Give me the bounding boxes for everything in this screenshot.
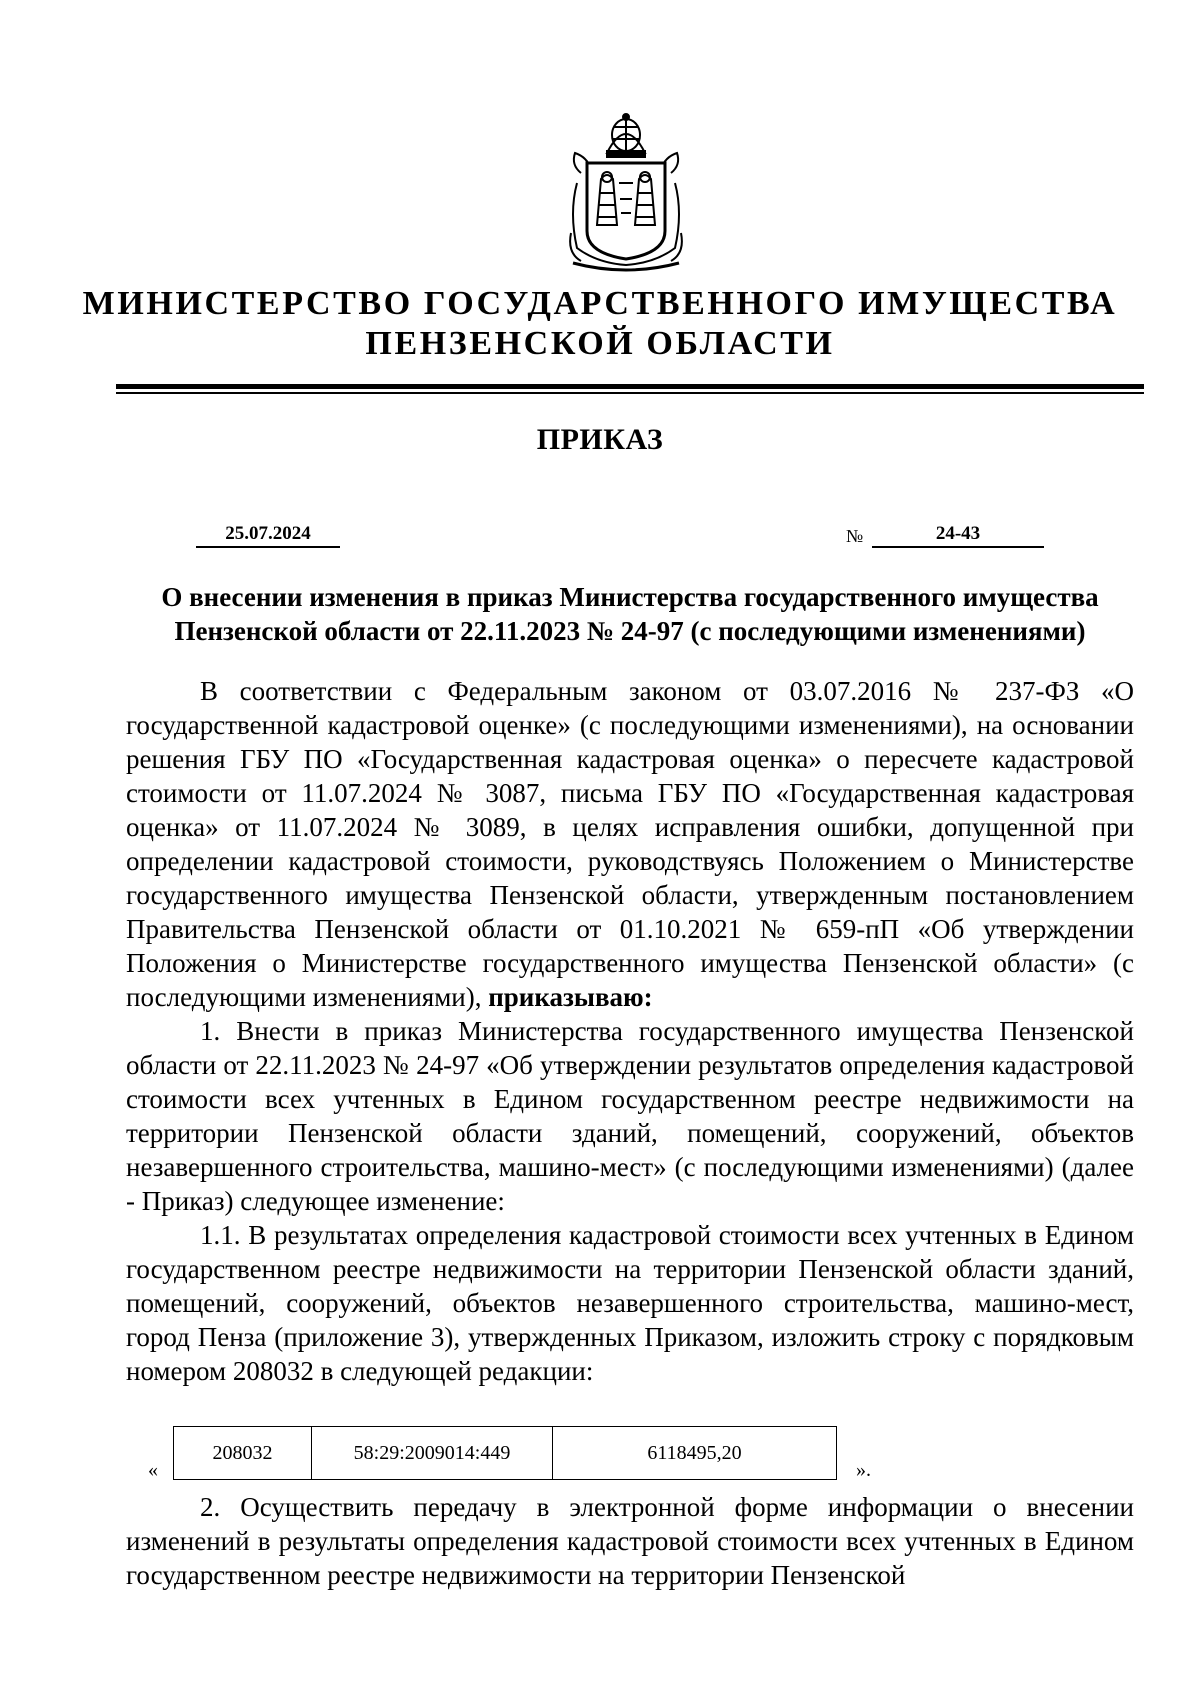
replacement-row-table: [173, 1426, 837, 1480]
subject-line2: Пензенской области от 22.11.2023 № 24-97 (с последующими изменениями): [174, 616, 1086, 646]
row-number-cell: 208032: [174, 1427, 312, 1480]
number-sign: №: [846, 526, 864, 546]
item-1-1-paragraph: 1.1. В результатах определения кадастровой стоимости всех учтенных в Едином государственном реестре недвижимости на территории Пензенской области зданий, помещений, сооружений, объектов незавершенного строительства, машино-мест, город Пенза (приложение 3), утвержденных Приказом, изложить строку с порядковым номером 208032 в следующей редакции:: [126, 1220, 1134, 1386]
cadastral-number-cell: 58:29:2009014:449: [312, 1427, 553, 1480]
ministry-name-line2: ПЕНЗЕНСКОЙ ОБЛАСТИ: [365, 325, 835, 362]
table-close-quote: ».: [856, 1459, 871, 1481]
document-type-title: ПРИКАЗ: [536, 423, 664, 456]
subject-line1: О внесении изменения в приказ Министерства государственного имущества: [161, 582, 1099, 612]
header-divider-thick: [116, 384, 1144, 389]
order-number: 24-43: [872, 522, 1044, 548]
table-open-quote: «: [148, 1459, 158, 1481]
ministry-name-line1: МИНИСТЕРСТВО ГОСУДАРСТВЕННОГО ИМУЩЕСТВА: [82, 285, 1118, 322]
order-date: 25.07.2024: [196, 522, 340, 548]
document-body-continued: [126, 1490, 1134, 1592]
coat-of-arms-icon: [567, 113, 685, 273]
item-1-paragraph: 1. Внести в приказ Министерства государственного имущества Пензенской области от 22.11.2023 № 24-97 «Об утверждении результатов определения кадастровой стоимости всех учтенных в Едином государственном реестре недвижимости на территории Пензенской области зданий, помещений, сооружений, объектов незавершенного строительства, машино-мест» (с последующими изменениями) (далее - Приказ) следующее изменение:: [126, 1016, 1134, 1216]
document-body: [126, 674, 1134, 1388]
cadastral-value-cell: 6118495,20: [553, 1427, 837, 1480]
table-row: [174, 1427, 837, 1480]
header-divider-thin: [116, 392, 1144, 394]
preamble-text: В соответствии с Федеральным законом от 03.07.2016 № 237-ФЗ «О государственной кадастровой оценке» (с последующими изменениями), на основании решения ГБУ ПО «Государственная кадастровая оценка» о пересчете кадастровой стоимости от 11.07.2024 № 3087, письма ГБУ ПО «Государственная кадастровая оценка» от 11.07.2024 № 3089, в целях исправления ошибки, допущенной при определении кадастровой стоимости, руководствуясь Положением о Министерстве государственного имущества Пензенской области, утвержденным постановлением Правительства Пензенской области от 01.10.2021 № 659-пП «Об утверждении Положения о Министерстве государственного имущества Пензенской области» (с последующими изменениями),: [126, 676, 1134, 1012]
order-word: приказываю:: [488, 982, 653, 1012]
item-2-paragraph: 2. Осуществить передачу в электронной форме информации о внесении изменений в результаты определения кадастровой стоимости всех учтенных в Едином государственном реестре недвижимости на территории Пензенской: [126, 1492, 1134, 1590]
preamble-paragraph: [126, 674, 1134, 1014]
